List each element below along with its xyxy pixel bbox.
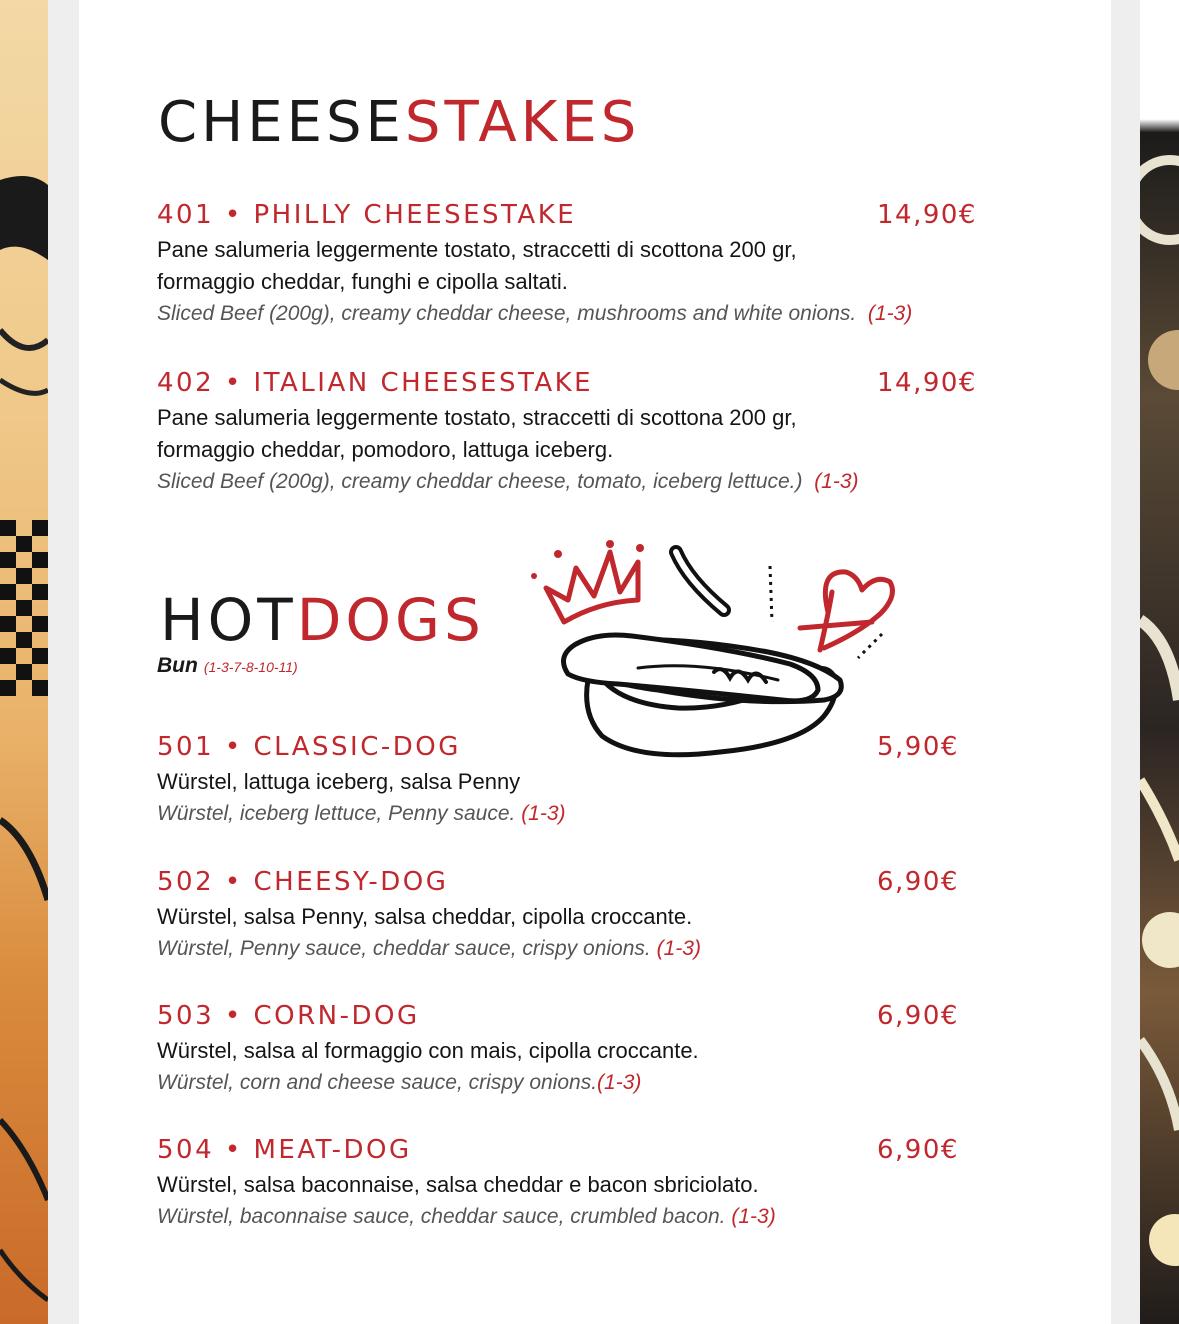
menu-item <box>157 198 987 330</box>
section-title-cheesestakes <box>158 90 640 155</box>
heart-icon <box>800 572 892 650</box>
item-description-line: formaggio cheddar, pomodoro, lattuga iceberg. <box>157 437 614 462</box>
right-side-artwork <box>1140 0 1179 1324</box>
item-english-description <box>157 466 987 498</box>
menu-item <box>157 366 987 498</box>
english-text: Würstel, Penny sauce, cheddar sauce, crispy onions. <box>157 937 651 960</box>
item-title: 503 • CORN-DOG <box>157 1001 420 1031</box>
item-english-description <box>157 933 987 965</box>
item-description-line: formaggio cheddar, funghi e cipolla saltati. <box>157 269 568 294</box>
item-title: 401 • PHILLY CHEESESTAKE <box>157 200 577 230</box>
item-description: Würstel, lattuga iceberg, salsa Penny <box>157 769 521 794</box>
title-part-dark: CHEESE <box>158 90 405 155</box>
item-description <box>157 402 987 466</box>
right-margin <box>1111 0 1140 1324</box>
title-part-red: DOGS <box>296 586 485 654</box>
english-text: Würstel, baconnaise sauce, cheddar sauce, crumbled bacon. <box>157 1205 726 1228</box>
title-part-red: STAKES <box>404 90 641 155</box>
item-price: 6,90€ <box>877 1001 959 1031</box>
item-price: 6,90€ <box>877 867 959 897</box>
item-description-line: Pane salumeria leggermente tostato, straccetti di scottona 200 gr, <box>157 237 797 262</box>
allergen-codes: (1-3) <box>814 470 859 493</box>
allergen-codes: (1-3) <box>656 937 701 960</box>
crown-icon <box>531 540 644 622</box>
item-title: 502 • CHEESY-DOG <box>157 867 449 897</box>
item-title: 504 • MEAT-DOG <box>157 1135 412 1165</box>
menu-item <box>157 999 987 1099</box>
item-english-description <box>157 798 987 830</box>
item-description <box>157 234 987 298</box>
bun-allergen-codes: (1-3-7-8-10-11) <box>203 659 298 675</box>
english-text: Würstel, corn and cheese sauce, crispy onions. <box>157 1071 598 1094</box>
allergen-codes: (1-3) <box>521 802 566 825</box>
allergen-codes: (1-3) <box>731 1205 776 1228</box>
bun-allergen-note <box>157 654 298 678</box>
item-description: Würstel, salsa baconnaise, salsa cheddar e bacon sbriciolato. <box>157 1172 759 1197</box>
menu-item <box>157 730 987 830</box>
item-price: 5,90€ <box>877 732 959 762</box>
item-description: Würstel, salsa Penny, salsa cheddar, cipolla croccante. <box>157 904 693 929</box>
menu-item <box>157 1133 987 1233</box>
item-price: 14,90€ <box>877 368 977 398</box>
item-price: 14,90€ <box>877 200 977 230</box>
item-description: Würstel, salsa al formaggio con mais, cipolla croccante. <box>157 1038 699 1063</box>
item-english-description <box>157 1067 987 1099</box>
item-price: 6,90€ <box>877 1135 959 1165</box>
title-part-dark: HOT <box>160 586 297 654</box>
bun-label: Bun <box>157 654 198 677</box>
english-text: Würstel, iceberg lettuce, Penny sauce. <box>157 802 516 825</box>
menu-item <box>157 865 987 965</box>
item-title: 402 • ITALIAN CHEESESTAKE <box>157 368 594 398</box>
allergen-codes: (1-3) <box>597 1071 642 1094</box>
section-title-hotdogs <box>160 586 485 654</box>
item-description-line: Pane salumeria leggermente tostato, straccetti di scottona 200 gr, <box>157 405 797 430</box>
item-english-description <box>157 298 987 330</box>
item-title: 501 • CLASSIC-DOG <box>157 732 461 762</box>
english-text: Sliced Beef (200g), creamy cheddar cheese, tomato, iceberg lettuce.) <box>157 470 803 493</box>
left-side-artwork <box>0 0 48 1324</box>
item-english-description <box>157 1201 987 1233</box>
left-margin <box>48 0 79 1324</box>
english-text: Sliced Beef (200g), creamy cheddar cheese, mushrooms and white onions. <box>157 302 857 325</box>
allergen-codes: (1-3) <box>867 302 913 325</box>
